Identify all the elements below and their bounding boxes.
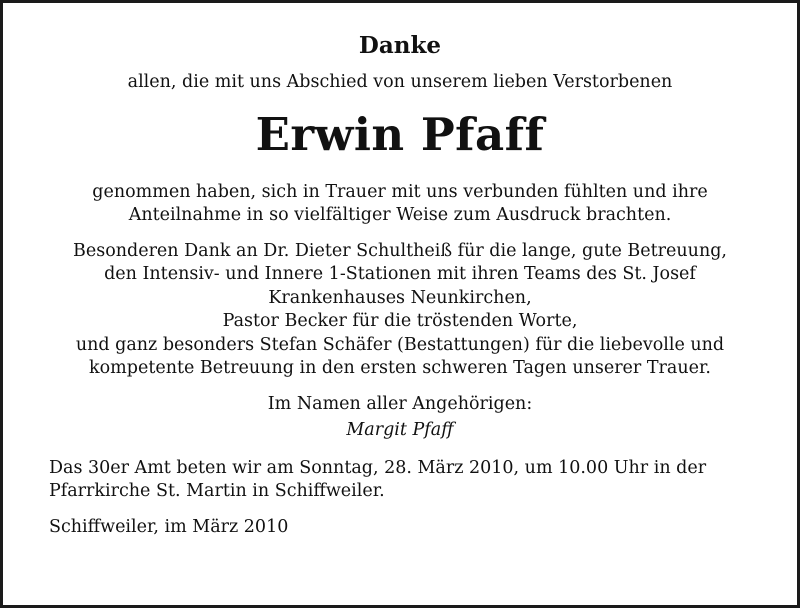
deceased-name: Erwin Pfaff [255, 107, 545, 161]
special-thanks-line: den Intensiv- und Innere 1-Stationen mit ihren Teams des St. Josef [104, 264, 696, 284]
special-thanks-line: Krankenhauses Neunkirchen, [268, 287, 532, 308]
mass-line: Das 30er Amt beten wir am Sonntag, 28. März 2010, um 10.00 Uhr in der [49, 457, 707, 478]
special-thanks-paragraph [27, 240, 773, 381]
mass-line: Pfarrkirche St. Martin in Schiffweiler. [49, 481, 385, 501]
special-thanks-line: Pastor Becker für die tröstenden Worte, [222, 311, 578, 331]
thanks-line: genommen haben, sich in Trauer mit uns verbunden fühlten und ihre [92, 181, 708, 202]
intro-text: allen, die mit uns Abschied von unserem lieben Verstorbenen [127, 72, 673, 92]
thanks-line: Anteilnahme in so vielfältiger Weise zum Ausdruck brachten. [128, 205, 672, 225]
memorial-mass-paragraph [27, 457, 773, 504]
signature: Margit Pfaff [346, 420, 454, 440]
special-thanks-line: kompetente Betreuung in den ersten schweren Tagen unserer Trauer. [89, 358, 711, 378]
notice-heading: Danke [358, 32, 442, 59]
closing-line: Im Namen aller Angehörigen: [267, 393, 533, 414]
special-thanks-line: Besonderen Dank an Dr. Dieter Schultheiß für die lange, gute Betreuung, [73, 240, 727, 261]
special-thanks-line: und ganz besonders Stefan Schäfer (Bestattungen) für die liebevolle und [75, 334, 725, 355]
thanks-paragraph [27, 181, 773, 228]
place-and-date: Schiffweiler, im März 2010 [49, 516, 289, 537]
